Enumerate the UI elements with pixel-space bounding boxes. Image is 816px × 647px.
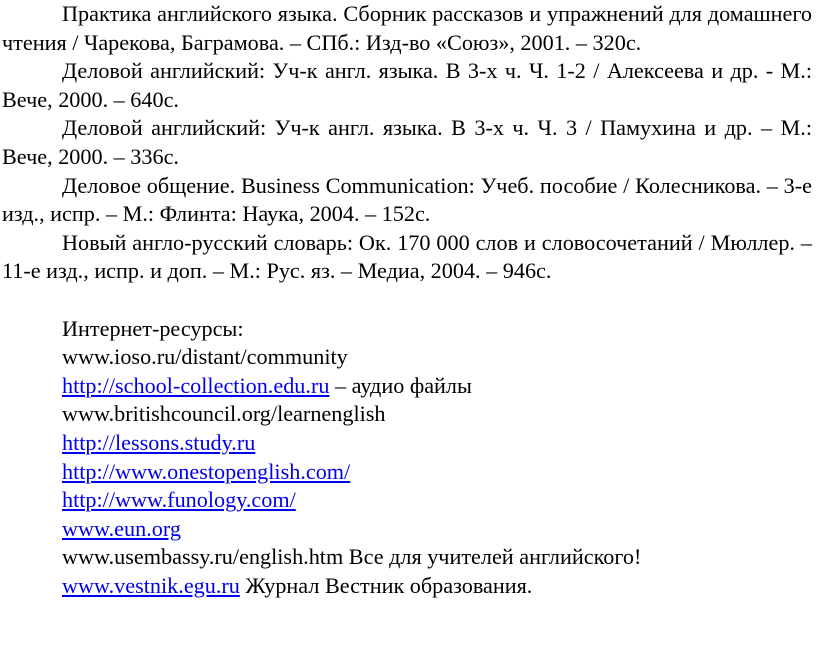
section-spacer <box>2 286 812 315</box>
resource-item <box>2 429 812 458</box>
resource-url: www.britishcouncil.org/learnenglish <box>62 401 386 427</box>
bibliography-entry: Новый англо-русский словарь: Ок. 170 000 слов и словосочетаний / Мюллер. – 11-е изд., испр. и доп. – М.: Рус. яз. – Медиа, 2004. – 946с. <box>2 229 812 284</box>
resource-item <box>2 543 812 572</box>
resource-note: Журнал Вестник образования. <box>239 572 533 598</box>
resource-item <box>2 458 812 487</box>
resource-item <box>2 343 812 372</box>
bibliography-entry: Деловой английский: Уч-к англ. языка. В 3-х ч. Ч. 1-2 / Алексеева и др. - М.: Вече, 2000. – 640с. <box>2 58 812 112</box>
resource-link[interactable]: http://lessons.study.ru <box>62 429 256 455</box>
bibliography-entry: Деловой английский: Уч-к англ. языка. В 3-х ч. Ч. 3 / Памухина и др. – М.: Вече, 2000. – 336с. <box>2 115 812 169</box>
resource-link[interactable]: http://www.onestopenglish.com/ <box>62 458 351 484</box>
resource-item <box>2 372 812 401</box>
bibliography-entry: Деловое общение. Business Communication: Учеб. пособие / Колесникова. – 3-е изд., испр. – М.: Флинта: Наука, 2004. – 152с. <box>2 172 812 227</box>
resource-item <box>2 572 812 601</box>
resource-note: Все для учителей английского! <box>343 544 642 570</box>
resource-note: – аудио файлы <box>329 372 472 398</box>
resource-url: www.ioso.ru/distant/community <box>62 344 348 370</box>
resource-item <box>2 486 812 515</box>
internet-resources-heading: Интернет-ресурсы: <box>62 315 244 341</box>
document-page <box>2 0 812 600</box>
resource-url: www.usembassy.ru/english.htm <box>62 544 344 570</box>
resource-link[interactable]: www.vestnik.egu.ru <box>62 572 240 598</box>
resource-link[interactable]: www.eun.org <box>62 515 181 541</box>
resource-item <box>2 515 812 544</box>
resource-item <box>2 400 812 429</box>
bibliography-entry: Практика английского языка. Сборник рассказов и упражнений для домашнего чтения / Чарекова, Баграмова. – СПб.: Изд-во «Союз», 2001. – 320с. <box>2 1 812 55</box>
resource-link[interactable]: http://school-collection.edu.ru <box>62 372 330 398</box>
resource-link[interactable]: http://www.funology.com/ <box>62 487 296 513</box>
